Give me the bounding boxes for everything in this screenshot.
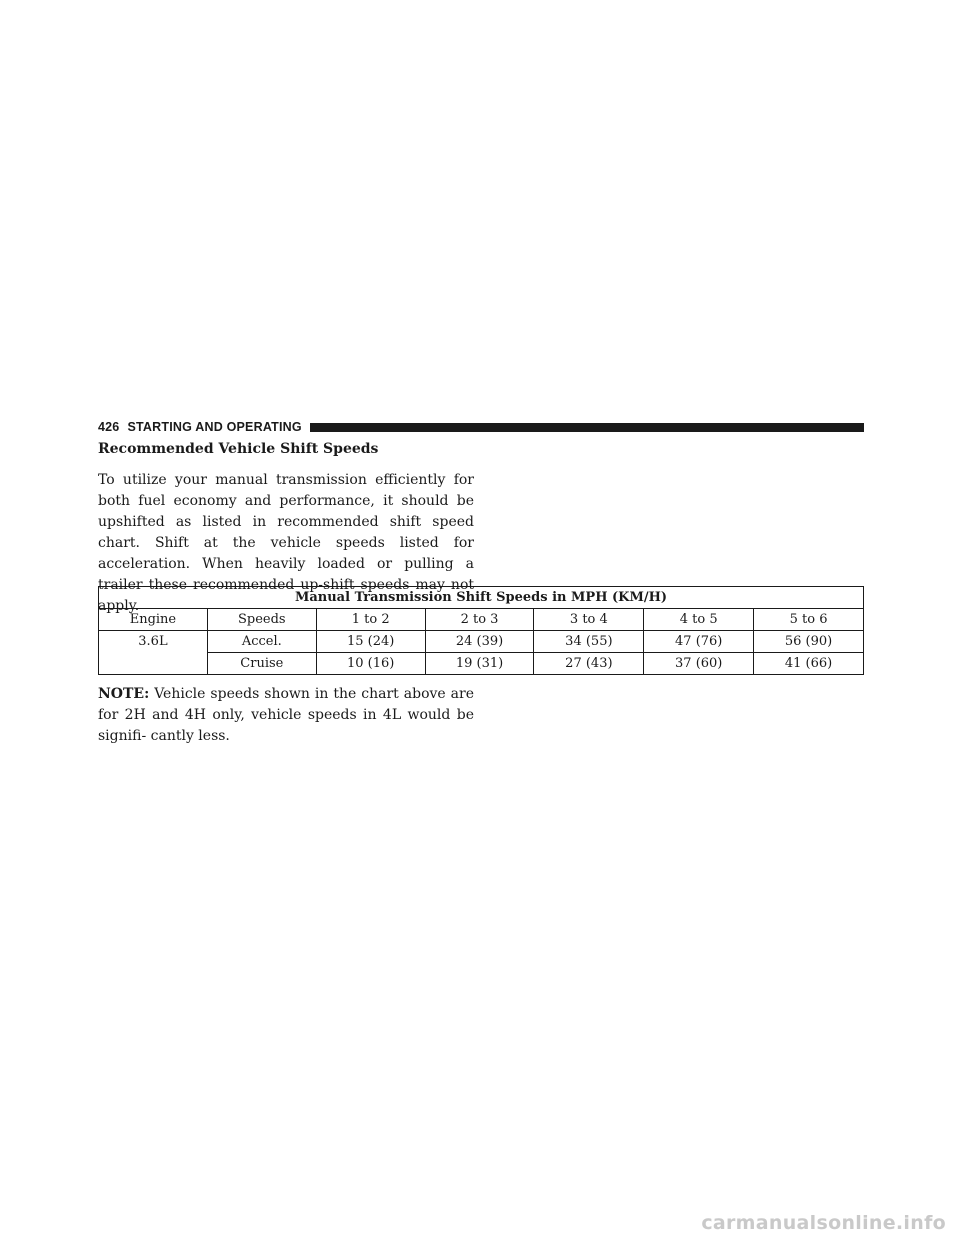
column-header: 4 to 5 [644,609,754,631]
value-cell: 37 (60) [644,653,754,675]
table-row [99,653,864,675]
engine-cell [99,653,208,675]
column-header: Engine [99,609,208,631]
column-header: 3 to 4 [534,609,644,631]
section-title: Recommended Vehicle Shift Speeds [98,441,379,457]
speed-type-cell: Accel. [207,631,316,653]
value-cell: 10 (16) [316,653,425,675]
note-text: Vehicle speeds shown in the chart above are for 2H and 4H only, vehicle speeds in 4L would be signifi- cantly less. [98,686,474,744]
column-header: 1 to 2 [316,609,425,631]
header-rule [310,423,864,432]
value-cell: 19 (31) [425,653,534,675]
value-cell: 27 (43) [534,653,644,675]
value-cell: 15 (24) [316,631,425,653]
page-number: 426 [98,420,120,434]
note-paragraph [98,684,474,747]
column-header: 2 to 3 [425,609,534,631]
column-header: Speeds [207,609,316,631]
table-header-row [99,609,864,631]
table-caption: Manual Transmission Shift Speeds in MPH (KM/H) [99,587,864,609]
value-cell: 41 (66) [754,653,864,675]
value-cell: 47 (76) [644,631,754,653]
value-cell: 24 (39) [425,631,534,653]
column-header: 5 to 6 [754,609,864,631]
table-caption-row [99,587,864,609]
intro-paragraph: To utilize your manual transmission efficiently for both fuel economy and performance, it should be upshifted as listed in recommended shift speed chart. Shift at the vehicle speeds listed for acceleration. When heavily loaded or pulling a trailer these recommended up-shift speeds may not apply. [98,472,474,614]
chapter-title: STARTING AND OPERATING [127,420,302,434]
note-label: NOTE: [98,686,150,702]
watermark: carmanualsonline.info [701,1212,946,1234]
engine-cell: 3.6L [99,631,208,653]
value-cell: 56 (90) [754,631,864,653]
speed-type-cell: Cruise [207,653,316,675]
page-header [98,418,864,436]
value-cell: 34 (55) [534,631,644,653]
shift-speed-table [98,586,864,675]
table-row [99,631,864,653]
